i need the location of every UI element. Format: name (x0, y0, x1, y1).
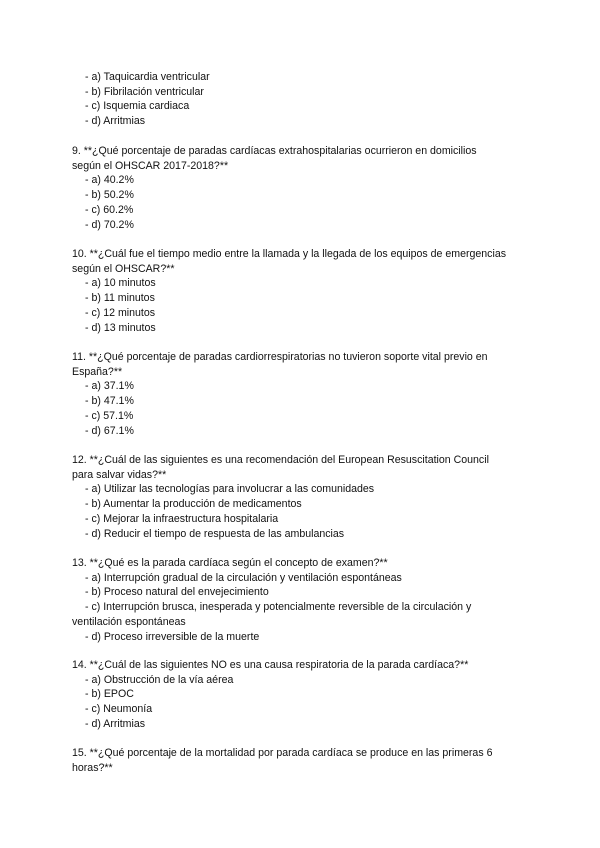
option-d: - d) Reducir el tiempo de respuesta de las ambulancias (85, 527, 345, 540)
option-a: - a) 10 minutos (85, 277, 156, 290)
question-text-line-1: 10. **¿Cuál fue el tiempo medio entre la llamada y la llegada de los equipos de emergencias (72, 248, 507, 260)
question-13 (72, 556, 532, 644)
option-a: - a) 40.2% (85, 174, 134, 187)
option-a: - a) 37.1% (85, 380, 134, 393)
option-b: - b) Proceso natural del envejecimiento (85, 586, 269, 599)
question-8-options (72, 70, 532, 129)
question-text-line-2: para salvar vidas?** (72, 468, 167, 481)
option-c: - c) Neumonía (85, 703, 153, 716)
option-b: - b) Fibrilación ventricular (85, 85, 204, 98)
option-d: - d) Arritmias (85, 115, 146, 128)
option-c: - c) Mejorar la infraestructura hospitalaria (85, 512, 279, 525)
option-b: - b) 11 minutos (85, 292, 155, 305)
option-c: - c) 57.1% (85, 409, 134, 422)
option-b: - b) 50.2% (85, 189, 134, 202)
option-c: - c) 60.2% (85, 203, 134, 216)
option-c: - c) 12 minutos (85, 306, 156, 319)
option-d: - d) Arritmias (85, 717, 146, 730)
option-c: - c) Interrupción brusca, inesperada y potencialmente reversible de la circulación y (85, 601, 472, 614)
option-d: - d) 67.1% (85, 424, 134, 437)
question-text-line-2: según el OHSCAR 2017-2018?** (72, 159, 229, 172)
question-text-line-1: 12. **¿Cuál de las siguientes es una recomendación del European Resuscitation Council (72, 454, 489, 466)
question-text-line-1: 9. **¿Qué porcentaje de paradas cardíacas extrahospitalarias ocurrieron en domicilios (72, 145, 477, 157)
option-c: - c) Isquemia cardiaca (85, 100, 190, 113)
option-c-continuation: ventilación espontáneas (72, 615, 186, 628)
option-d: - d) 13 minutos (85, 321, 156, 334)
question-10 (72, 247, 532, 335)
question-text-line-1: 15. **¿Qué porcentaje de la mortalidad por parada cardíaca se produce en las primeras 6 (72, 747, 493, 759)
question-11 (72, 350, 532, 438)
question-text-line-2: según el OHSCAR?** (72, 262, 175, 275)
option-d: - d) 70.2% (85, 218, 134, 231)
question-14 (72, 658, 532, 732)
option-a: - a) Utilizar las tecnologías para involucrar a las comunidades (85, 483, 375, 496)
option-a: - a) Obstrucción de la vía aérea (85, 673, 234, 686)
question-text-line-1: 11. **¿Qué porcentaje de paradas cardiorrespiratorias no tuvieron soporte vital previo en (72, 351, 488, 363)
question-15 (72, 746, 532, 775)
question-text-line-1: 14. **¿Cuál de las siguientes NO es una causa respiratoria de la parada cardíaca?** (72, 659, 469, 671)
option-a: - a) Interrupción gradual de la circulación y ventilación espontáneas (85, 571, 402, 584)
option-b: - b) EPOC (85, 688, 134, 701)
option-b: - b) Aumentar la producción de medicamentos (85, 498, 302, 511)
question-text-line-2: España?** (72, 365, 123, 378)
question-text-line-1: 13. **¿Qué es la parada cardíaca según el concepto de examen?** (72, 557, 388, 569)
option-d: - d) Proceso irreversible de la muerte (85, 630, 260, 643)
option-b: - b) 47.1% (85, 395, 134, 408)
question-12 (72, 453, 532, 541)
question-text-line-2: horas?** (72, 761, 113, 774)
option-a: - a) Taquicardia ventricular (85, 71, 210, 83)
question-9 (72, 144, 532, 232)
